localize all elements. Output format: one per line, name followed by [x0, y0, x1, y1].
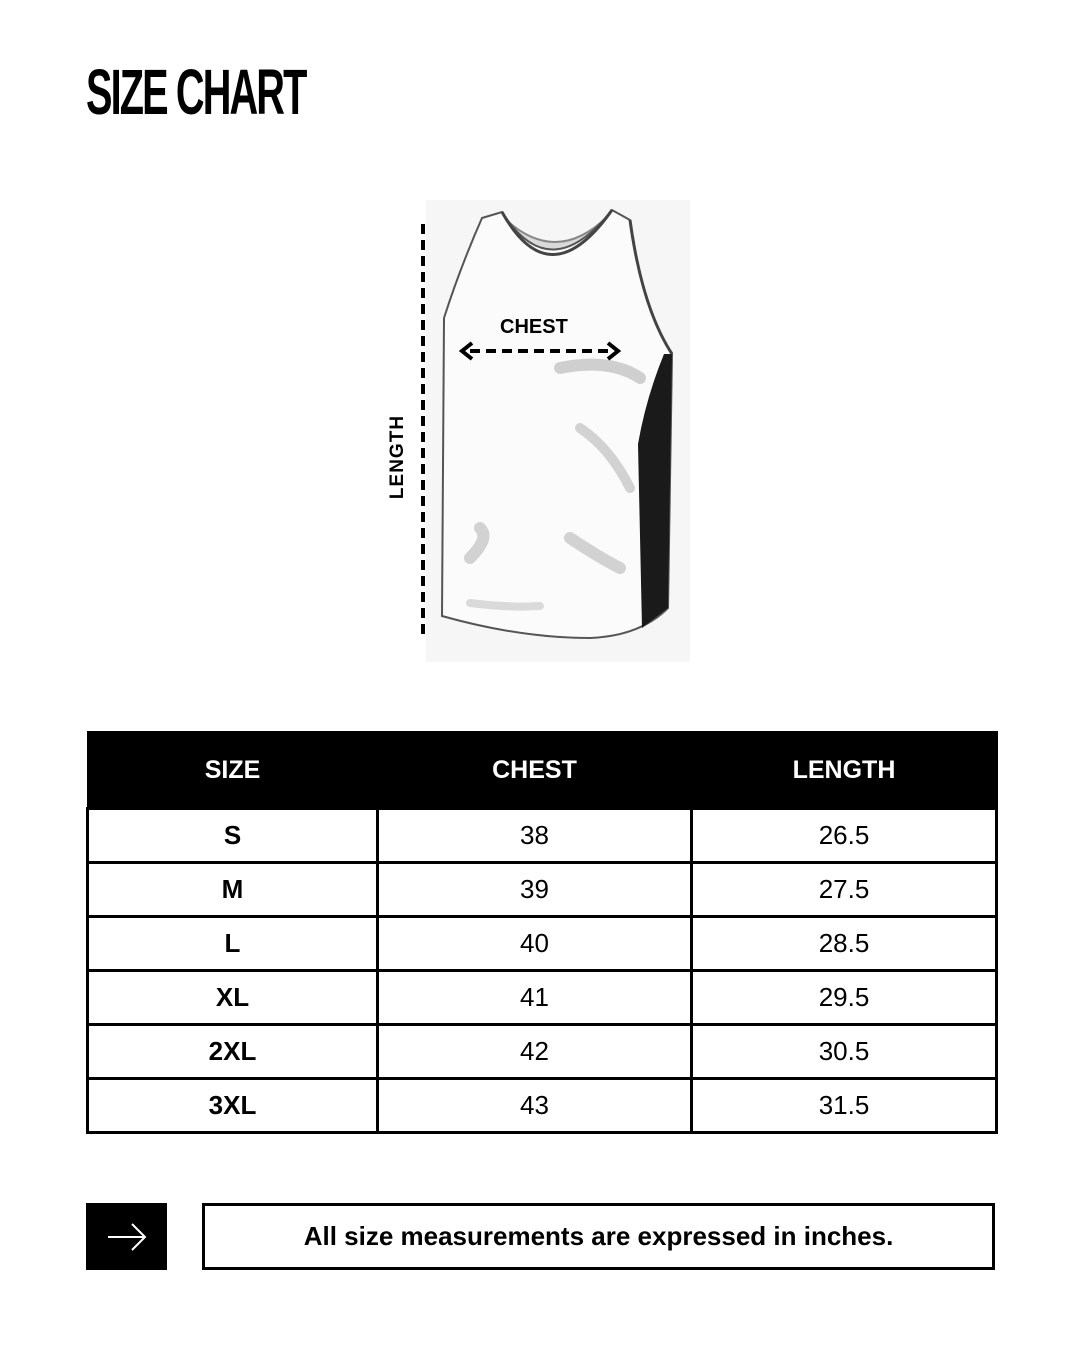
- table-row: [88, 971, 997, 1025]
- length-cell: 31.5: [692, 1079, 997, 1133]
- length-cell: 26.5: [692, 809, 997, 863]
- note-text: All size measurements are expressed in inches.: [202, 1203, 995, 1270]
- table-row: [88, 917, 997, 971]
- length-cell: 30.5: [692, 1025, 997, 1079]
- table-row: [88, 863, 997, 917]
- column-header-chest: CHEST: [378, 732, 692, 809]
- table-row: [88, 1079, 997, 1133]
- arrow-right-icon: [86, 1203, 167, 1270]
- column-header-length: LENGTH: [692, 732, 997, 809]
- size-cell: 3XL: [88, 1079, 378, 1133]
- length-cell: 27.5: [692, 863, 997, 917]
- size-cell: S: [88, 809, 378, 863]
- chest-cell: 39: [378, 863, 692, 917]
- chest-cell: 40: [378, 917, 692, 971]
- chest-cell: 43: [378, 1079, 692, 1133]
- table-row: [88, 809, 997, 863]
- length-cell: 29.5: [692, 971, 997, 1025]
- table-row: [88, 1025, 997, 1079]
- chest-cell: 38: [378, 809, 692, 863]
- length-label: LENGTH: [387, 414, 408, 500]
- measurement-note: [86, 1203, 995, 1270]
- size-cell: XL: [88, 971, 378, 1025]
- length-cell: 28.5: [692, 917, 997, 971]
- size-table: [86, 731, 998, 1134]
- size-cell: 2XL: [88, 1025, 378, 1079]
- size-cell: M: [88, 863, 378, 917]
- chest-cell: 41: [378, 971, 692, 1025]
- table-header-row: [88, 732, 997, 809]
- chest-label: CHEST: [500, 316, 568, 338]
- page-title: SIZE CHART: [86, 56, 306, 128]
- size-cell: L: [88, 917, 378, 971]
- column-header-size: SIZE: [88, 732, 378, 809]
- chest-cell: 42: [378, 1025, 692, 1079]
- garment-front: [442, 210, 672, 638]
- tank-top-illustration: [380, 198, 700, 664]
